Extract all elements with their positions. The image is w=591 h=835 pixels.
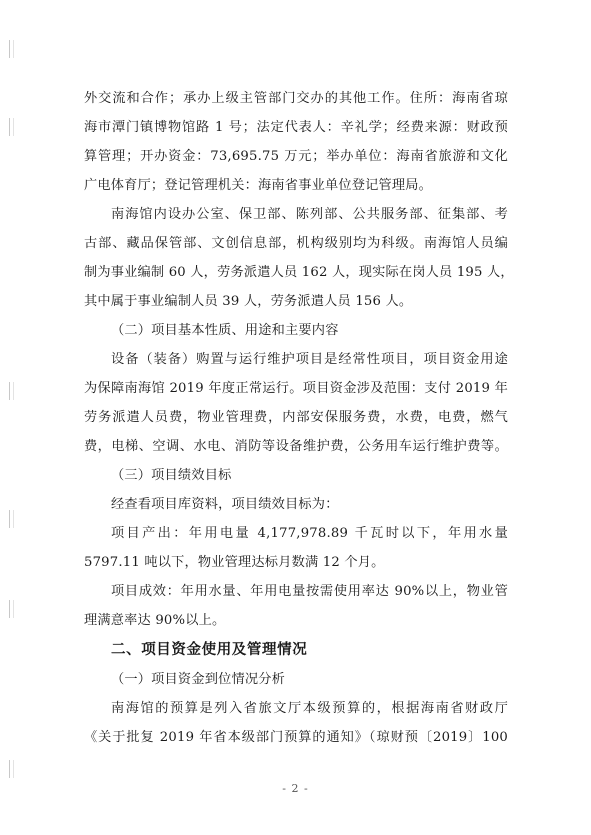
scan-edge-mark (9, 600, 14, 618)
body-text-line: 费，电梯、空调、水电、消防等设备维护费，公务用车运行维护费等。 (84, 439, 508, 454)
body-text-line: 古部、藏品保管部、文创信息部，机构级别均为科级。南海馆人员编 (84, 236, 508, 251)
section-subheading: （一）项目资金到位情况分析 (111, 672, 286, 687)
body-text-line: 其中属于事业编制人员 39 人，劳务派遣人员 156 人。 (84, 294, 413, 309)
body-text-line: 5797.11 吨以下，物业管理达标月数满 12 个月。 (84, 555, 385, 570)
page-number: - 2 - (282, 782, 309, 795)
scan-edge-mark (9, 382, 14, 400)
body-text-line: 《关于批复 2019 年省本级部门预算的通知》（琼财预〔2019〕100 (84, 730, 508, 745)
body-text-line: 海市潭门镇博物馆路 1 号；法定代表人：辛礼学；经费来源：财政预 (84, 120, 508, 135)
body-text-line: 广电体育厅；登记管理机关：海南省事业单位登记管理局。 (84, 178, 433, 193)
scan-edge-mark (9, 40, 14, 58)
paragraph-first-line: 经查看项目库资料，项目绩效目标为： (111, 497, 339, 512)
paragraph-first-line: 设备（装备）购置与运行维护项目是经常性项目，项目资金用途 (111, 352, 508, 367)
body-text-line: 理满意率达 90%以上。 (84, 613, 226, 628)
paragraph-first-line: 南海馆的预算是列入省旅文厅本级预算的，根据海南省财政厅 (111, 701, 508, 716)
paragraph-first-line: 南海馆内设办公室、保卫部、陈列部、公共服务部、征集部、考 (111, 207, 508, 222)
body-text-line: 算管理；开办资金：73,695.75 万元；举办单位：海南省旅游和文化 (84, 149, 508, 164)
scan-edge-mark (9, 510, 14, 528)
body-text-line: 劳务派遣人员费，物业管理费，内部安保服务费，水费，电费，燃气 (84, 410, 508, 425)
paragraph-first-line: 项目成效：年用水量、年用电量按需使用率达 90%以上，物业管 (111, 584, 508, 599)
body-text-line: 为保障南海馆 2019 年度正常运行。项目资金涉及范围：支付 2019 年 (84, 381, 508, 396)
section-heading: 二、项目资金使用及管理情况 (111, 642, 308, 658)
section-subheading: （三）项目绩效目标 (111, 468, 232, 483)
section-subheading: （二）项目基本性质、用途和主要内容 (111, 323, 339, 338)
scan-edge-mark (9, 118, 14, 136)
scan-edge-mark (9, 760, 14, 778)
body-text-line: 制为事业编制 60 人，劳务派遣人员 162 人，现实际在岗人员 195 人， (84, 265, 514, 280)
body-text-line: 外交流和合作；承办上级主管部门交办的其他工作。住所：海南省琼 (84, 91, 508, 106)
paragraph-first-line: 项目产出：年用电量 4,177,978.89 千瓦时以下，年用水量 (111, 526, 508, 541)
